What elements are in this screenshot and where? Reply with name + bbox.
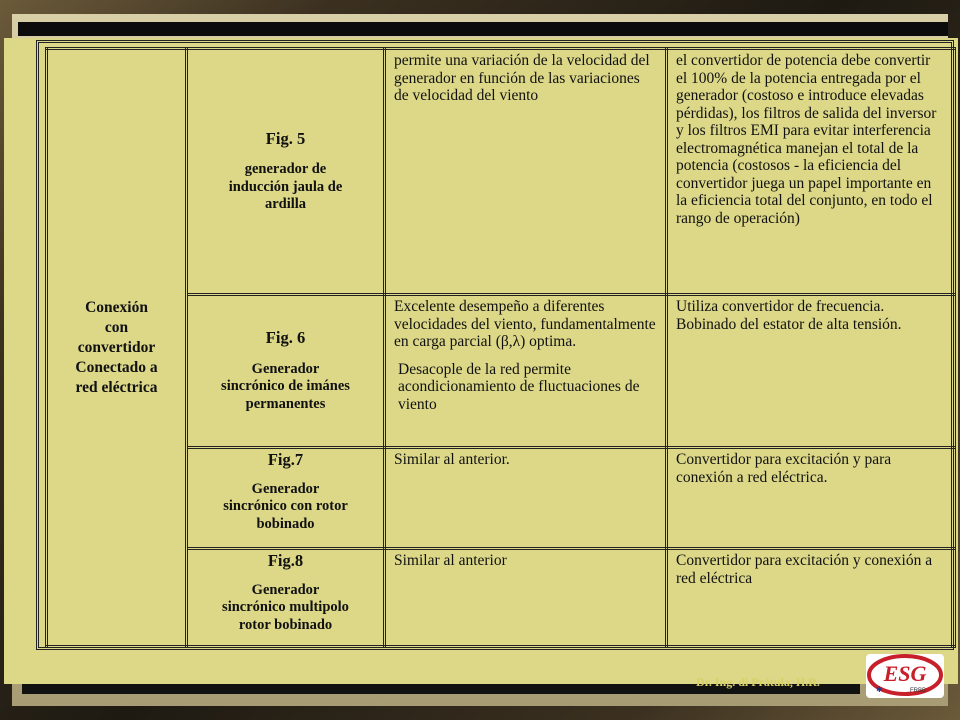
converter-text: Utiliza convertidor de frecuencia. Bobinado del estator de alta tensión. [676,298,902,333]
converter-cell [667,49,955,295]
table-row [47,49,955,295]
fig-desc-line: Generador [251,581,320,598]
row-header-line: Conexión [85,298,148,316]
fig-title: Fig.8 [267,551,304,570]
logo-mark [866,654,944,698]
fig-title: Fig.7 [267,450,304,469]
esg-logo [866,654,944,698]
description-text: permite una variación de la velocidad del generador en función de las variaciones de velocidad del viento [394,52,650,104]
table-grid [45,47,956,648]
description-text: Desacople de la red permite acondicionamiento de fluctuaciones de viento [398,360,640,413]
fig-desc-line: permanentes [245,395,326,412]
description-cell [385,49,667,295]
row-header-line: con [104,318,129,336]
fig-desc-line: sincrónico con rotor [223,498,348,514]
description-cell [385,295,667,448]
row-header-line: red eléctrica [75,378,158,396]
fig-cell [187,295,385,448]
logo-subtext: FRBB [909,688,927,694]
row-header-line: Conectado a [75,358,158,376]
fig-cell [187,49,385,295]
description-text: Excelente desempeño a diferentes velocidades del viento, fundamentalmente en carga parcial (β,λ) optima. [394,298,656,350]
description-cell [385,549,667,647]
fig-desc-line: inducción jaula de [228,178,343,195]
gear-icon: ✱ [876,685,883,694]
comparison-table [36,40,954,650]
row-header-cell [47,49,187,647]
converter-cell [667,295,955,448]
row-header-line: convertidor [77,338,156,356]
fig-desc-line: Generador [251,360,320,377]
fig-desc-line: rotor bobinado [238,616,333,633]
logo-text: ESG [883,661,927,686]
converter-text: Convertidor para excitación y conexión a red eléctrica [676,552,933,587]
converter-text: Convertidor para excitación y para conexión a red eléctrica. [676,451,892,486]
description-text: Similar al anterior. [394,451,510,468]
description-cell [385,448,667,549]
top-band [18,22,948,36]
fig-desc-line: sincrónico de imánes [221,378,350,394]
fig-desc-line: bobinado [256,515,315,532]
fig-cell [187,448,385,549]
converter-cell [667,448,955,549]
fig-desc-line: Generador [251,480,320,497]
converter-text: el convertidor de potencia debe convertir el 100% de la potencia entregada por el generador (costoso e introduce elevadas pérdidas), los filtros de salida del inversor y los filtros EMI para evitar interferencia electromagnética manejan el total de la potencia (costosos - la eficiencia del convertidor juega un papel importante en la eficiencia total del conjunto, en todo el rango de operación) [676,52,937,227]
fig-desc-line: ardilla [264,196,307,212]
description-text: Similar al anterior [394,552,507,569]
fig-cell [187,549,385,647]
fig-desc-line: sincrónico multipolo [222,599,349,615]
author-credit: Dr. Ing. di Prátula, H.R. [696,675,820,689]
fig-title: Fig. 5 [265,128,306,148]
fig-title: Fig. 6 [265,328,306,347]
converter-cell [667,549,955,647]
fig-desc-line: generador de [244,161,327,177]
